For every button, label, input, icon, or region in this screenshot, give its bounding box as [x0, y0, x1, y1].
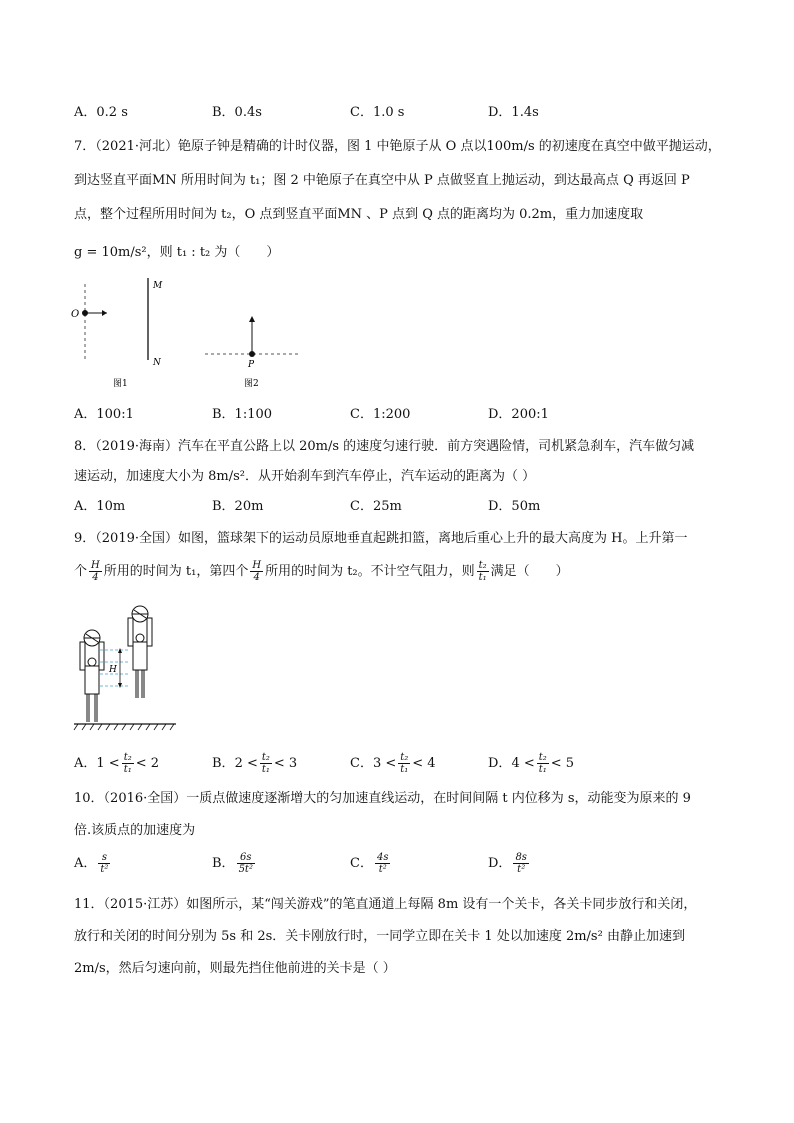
q6-option-a: A．0.2 s [74, 105, 128, 120]
q9-option-a [74, 752, 159, 775]
q8-line-2: 速运动，加速度大小为 8m/s²．从开始刹车到汽车停止，汽车运动的距离为（ ） [74, 469, 536, 484]
q11-line-2: 放行和关闭的时间分别为 5s 和 2s．关卡刚放行时，一同学立即在关卡 1 处以加速度 2m/s² 由静止加速到 [74, 929, 685, 944]
frac-den: t₁ [400, 764, 409, 775]
frac-den: 4 [92, 572, 99, 583]
frac-den: t² [517, 864, 526, 875]
q9-line-1: 9．（2019·全国）如图，篮球架下的运动员原地垂直起跳扣篮，离地后重心上升的最大高度为 H。上升第一 [74, 531, 688, 546]
q9-option-d [488, 752, 574, 775]
option-label: D． [488, 856, 512, 871]
q7-options [74, 406, 734, 424]
option-left: 2 < [234, 756, 258, 771]
q7-option-a: A．100:1 [74, 407, 134, 422]
label-h: H [109, 665, 117, 675]
player-standing [80, 630, 104, 722]
option-fraction [375, 852, 391, 875]
q10-line-1: 10．（2016·全国）一质点做速度逐渐增大的匀加速直线运动，在时间间隔 t 内位移为 s，动能变为原来的 9 [74, 791, 691, 806]
option-label: B． [212, 756, 235, 771]
q9-text-c: 所用的时间为 t₂。不计空气阻力，则 [265, 564, 475, 579]
frac-num: 6s [237, 852, 255, 864]
q8-options [74, 498, 734, 516]
frac-num: s [98, 852, 110, 864]
ground-hatch [74, 724, 174, 730]
q10-option-d [488, 852, 531, 875]
q8-option-a: A．10m [74, 499, 126, 514]
q8-option-b: B．20m [212, 499, 264, 514]
q8-line-1: 8．（2019·海南）汽车在平直公路上以 20m/s 的速度匀速行驶．前方突遇险情，司机紧急刹车，汽车做匀减 [74, 439, 695, 454]
q10-option-a [74, 852, 112, 875]
fraction-t2-over-t1 [537, 752, 549, 775]
fraction-h-over-4 [89, 560, 102, 583]
fig2-arrowhead [249, 316, 255, 322]
q7-line-1: 7．（2021·河北）铯原子钟是精确的计时仪器，图 1 中铯原子从 O 点以100m/s 的初速度在真空中做平抛运动， [74, 139, 721, 154]
fraction-t2-over-t1 [260, 752, 272, 775]
frac-den: t₁ [261, 764, 270, 775]
label-p: P [248, 360, 255, 370]
q10-option-c [350, 852, 392, 875]
q9-text-a: 个 [74, 564, 88, 579]
q11-line-1: 11．（2015·江苏）如图所示，某“闯关游戏”的笔直通道上每隔 8m 设有一个关卡，各关卡同步放行和关闭， [74, 897, 697, 912]
frac-den: t₁ [478, 572, 487, 583]
option-fraction [237, 852, 255, 875]
option-left: 4 < [511, 756, 535, 771]
q6-option-c: C．1.0 s [350, 105, 405, 120]
q8-option-d: D．50m [488, 499, 541, 514]
q9-option-b [212, 752, 297, 775]
option-right: < 2 [135, 756, 160, 771]
player-jumping [128, 606, 152, 698]
q7-line-3: 点，整个过程所用时间为 t₂，O 点到竖直平面MN 、P 点到 Q 点的距离均为 0.2m，重力加速度取 [74, 207, 644, 222]
option-left: 3 < [372, 756, 397, 771]
frac-num: H [252, 560, 262, 571]
fig1-arrowhead [102, 310, 107, 316]
q11-line-3: 2m/s，然后匀速向前，则最先挡住他前进的关卡是（ ） [74, 961, 396, 976]
option-fraction [98, 852, 110, 875]
fig2-caption: 图2 [244, 379, 259, 389]
q6-option-d: D．1.4s [488, 105, 539, 120]
q7-option-b: B．1:100 [212, 407, 273, 422]
frac-den: t² [100, 864, 109, 875]
frac-den: t₁ [123, 764, 132, 775]
option-label: B． [212, 856, 235, 871]
frac-num: t₂ [261, 752, 270, 763]
frac-num: H [91, 560, 100, 571]
frac-num: t₂ [400, 752, 409, 763]
q9-basketball-figure [70, 602, 180, 734]
frac-den: 5t² [238, 864, 253, 875]
option-right: < 5 [550, 756, 575, 771]
frac-den: t₁ [538, 764, 547, 775]
q7-figure [60, 272, 320, 396]
option-fraction [513, 852, 529, 875]
q10-option-b [212, 852, 257, 875]
q9-line-2 [74, 560, 569, 583]
q9-text-d: 满足（ ） [490, 564, 569, 579]
q8-option-c: C．25m [350, 499, 402, 514]
height-arrowhead-bottom [118, 683, 122, 688]
q6-options [74, 104, 734, 122]
fraction-t2-over-t1 [398, 752, 410, 775]
frac-den: t² [378, 864, 387, 875]
q7-option-c: C．1:200 [350, 407, 411, 422]
fraction-h-over-4-second [250, 560, 263, 583]
q10-options [74, 852, 734, 880]
option-label: A． [74, 856, 97, 871]
q7-line-4: g = 10m/s²，则 t₁ : t₂ 为（ ） [74, 245, 280, 260]
frac-num: t₂ [538, 752, 547, 763]
frac-num: 4s [376, 852, 389, 863]
frac-num: t₂ [478, 560, 487, 571]
label-m: M [153, 281, 163, 291]
fraction-t2-over-t1 [477, 560, 489, 583]
option-label: D． [488, 756, 512, 771]
label-n: N [153, 358, 161, 368]
option-label: A． [74, 756, 97, 771]
q7-line-2: 到达竖直平面MN 所用时间为 t₁；图 2 中铯原子在真空中从 P 点做竖直上抛运动，到达最高点 Q 再返回 P [74, 173, 690, 188]
height-arrowhead-top [118, 648, 122, 653]
option-right: < 4 [412, 756, 436, 771]
label-o: O [71, 309, 80, 320]
option-right: < 3 [273, 756, 298, 771]
q9-option-c [350, 752, 436, 775]
frac-num: t₂ [123, 752, 132, 763]
q6-option-b: B．0.4s [212, 105, 262, 120]
frac-num: 8s [515, 852, 527, 863]
q9-options [74, 752, 734, 778]
option-left: 1 < [96, 756, 120, 771]
fraction-t2-over-t1 [122, 752, 134, 775]
frac-den: 4 [253, 572, 260, 583]
q10-line-2: 倍.该质点的加速度为 [74, 823, 196, 838]
fig1-caption: 图1 [113, 379, 128, 389]
q9-text-b: 所用的时间为 t₁，第四个 [103, 564, 249, 579]
q7-option-d: D．200:1 [488, 407, 549, 422]
option-label: C． [350, 756, 373, 771]
option-label: C． [350, 856, 373, 871]
